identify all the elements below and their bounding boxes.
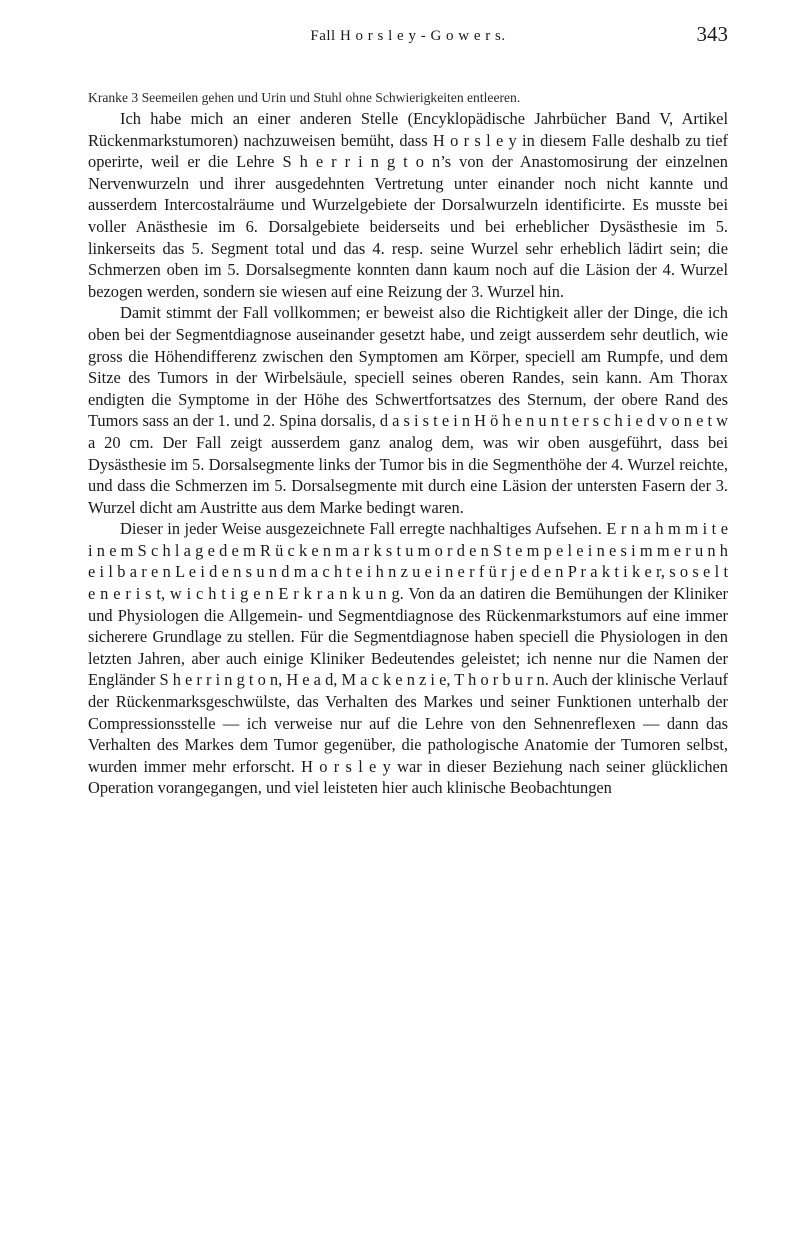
page-header	[88, 18, 728, 58]
paragraph: Dieser in jeder Weise ausgezeichnete Fall erregte nachhaltiges Aufsehen. E r n a h m m i t e i n e m S c h l a g e d e m R ü c k e n m a r k s t u m o r d e n S t e m p e l e i n e s i m m e r u n h e i l b a r e n L e i d e n s u n d m a c h t e i h n z u e i n e r f ü r j e d e n P r a k t i k e r, s o s e l t e n e r i s t, w i c h t i g e n E r k r a n k u n g. Von da an datiren die Bemühungen der Kliniker und Physiologen die Allgemein- und Segmentdiagnose des Rückenmarkstumors auf eine immer sicherere Grundlage zu stellen. Für die Segmentdiagnose haben speciell die Physiologen in den letzten Jahren, aber auch einige Kliniker Bedeutendes geleistet; ich nenne nur die Namen der Engländer S h e r r i n g t o n, H e a d, M a c k e n z i e, T h o r b u r n. Auch der klinische Verlauf der Rückenmarksgeschwülste, das Verhalten des Markes und seiner Funktionen unterhalb der Compressionsstelle — ich verweise nur auf die Lehre von den Sehnenreflexen — dann das Verhalten des Markes dem Tumor gegenüber, die pathologische Anatomie der Tumoren selbst, wurden immer mehr erforscht. H o r s l e y war in dieser Beziehung nach seiner glücklichen Operation vorangegangen, und viel leisteten hier auch klinische Beobachtungen	[88, 519, 728, 798]
body-text	[88, 89, 728, 799]
running-title: Fall H o r s l e y - G o w e r s.	[310, 28, 506, 44]
paragraph: Damit stimmt der Fall vollkommen; er beweist also die Richtigkeit aller der Dinge, die ich oben bei der Segmentdiagnose auseinander gesetzt habe, und zeigt ausserdem sehr deutlich, wie gross die Höhendifferenz zwischen den Symptomen am Körper, speciell am Rumpfe, und dem Sitze des Tumors in der Wirbelsäule, speciell seines oberen Randes, sein kann. Am Thorax endigten die Symptome in der Höhe des Schwertfortsatzes des Sternum, der obere Rand des Tumors sass an der 1. und 2. Spina dorsalis, d a s i s t e i n H ö h e n u n t e r s c h i e d v o n e t w a 20 cm. Der Fall zeigt ausserdem ganz analog dem, was wir oben ausgeführt, dass bei Dysästhesie im 5. Dorsalsegmente links der Tumor bis in die Segmenthöhe der 4. Wurzel reichte, und dass die Schmerzen im 5. Dorsalsegmente mit durch eine Läsion der untersten Fasern der 3. Wurzel dicht am Austritte aus dem Marke bedingt waren.	[88, 303, 728, 517]
page-number: 343	[696, 22, 728, 46]
paragraph: Ich habe mich an einer anderen Stelle (Encyklopädische Jahrbücher Band V, Artikel Rückenmarkstumoren) nachzuweisen bemüht, dass H o r s l e y in diesem Falle deshalb zu tief operirte, weil er die Lehre S h e r r i n g t o n’s von der Anastomosirung der einzelnen Nervenwurzeln und ihrer ausgedehnten Vertretung unter einander noch nicht kannte und ausserdem Intercostalräume und Wurzelgebiete der Dorsalwurzeln identificirte. Es musste bei voller Anästhesie im 6. Dorsalgebiete beiderseits und bei erheblicher Dysästhesie im 5. linkerseits das 5. Segment total und das 4. resp. seine Wurzel sehr erheblich lädirt sein; die Schmerzen oben im 5. Dorsalsegmente konnten dann kaum noch auf die Läsion der 4. Wurzel bezogen werden, sondern sie wiesen auf eine Reizung der 3. Wurzel hin.	[88, 109, 728, 301]
lead-note: Kranke 3 Seemeilen gehen und Urin und Stuhl ohne Schwierigkeiten entleeren.	[88, 90, 521, 105]
